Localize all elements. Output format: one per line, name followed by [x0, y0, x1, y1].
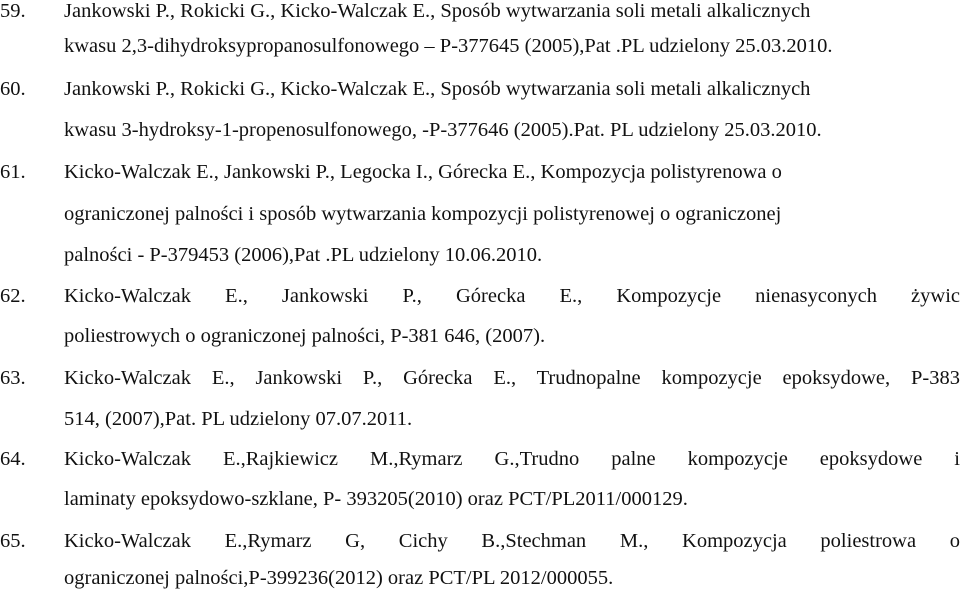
reference-number: 64. — [0, 448, 26, 470]
reference-number: 65. — [0, 530, 26, 552]
reference-text-line: Kicko-Walczak E.,Rymarz G, Cichy B.,Stechman M., Kompozycja poliestrowa o — [64, 530, 960, 552]
reference-text-line: ograniczonej palności,P-399236(2012) oraz PCT/PL 2012/000055. — [64, 567, 614, 589]
reference-text-line: kwasu 2,3-dihydroksypropanosulfonowego – P-377645 (2005),Pat .PL udzielony 25.03.2010. — [64, 35, 833, 57]
reference-text-line: 514, (2007),Pat. PL udzielony 07.07.2011. — [64, 408, 413, 430]
reference-number: 59. — [0, 0, 26, 22]
reference-number: 63. — [0, 367, 26, 389]
reference-text-line: Jankowski P., Rokicki G., Kicko-Walczak E., Sposób wytwarzania soli metali alkalicznych — [64, 78, 811, 100]
reference-text-line: Jankowski P., Rokicki G., Kicko-Walczak E., Sposób wytwarzania soli metali alkalicznych — [64, 0, 811, 22]
reference-text-line: laminaty epoksydowo-szklane, P- 393205(2010) oraz PCT/PL2011/000129. — [64, 488, 688, 510]
reference-text-line: Kicko-Walczak E., Jankowski P., Legocka I., Górecka E., Kompozycja polistyrenowa o — [64, 161, 782, 183]
reference-number: 60. — [0, 78, 26, 100]
reference-text-line: palności - P-379453 (2006),Pat .PL udzielony 10.06.2010. — [64, 244, 543, 266]
reference-number: 61. — [0, 161, 26, 183]
reference-number: 62. — [0, 285, 26, 307]
reference-text-line: kwasu 3-hydroksy-1-propenosulfonowego, -P-377646 (2005).Pat. PL udzielony 25.03.2010. — [64, 119, 822, 141]
reference-text-line: poliestrowych o ograniczonej palności, P-381 646, (2007). — [64, 325, 546, 347]
reference-text-line: Kicko-Walczak E., Jankowski P., Górecka E., Kompozycje nienasyconych żywic — [64, 285, 960, 307]
reference-text-line: Kicko-Walczak E.,Rajkiewicz M.,Rymarz G.,Trudno palne kompozycje epoksydowe i — [64, 448, 960, 470]
reference-text-line: Kicko-Walczak E., Jankowski P., Górecka E., Trudnopalne kompozycje epoksydowe, P-383 — [64, 367, 960, 389]
reference-text-line: ograniczonej palności i sposób wytwarzania kompozycji polistyrenowej o ograniczonej — [64, 203, 782, 225]
